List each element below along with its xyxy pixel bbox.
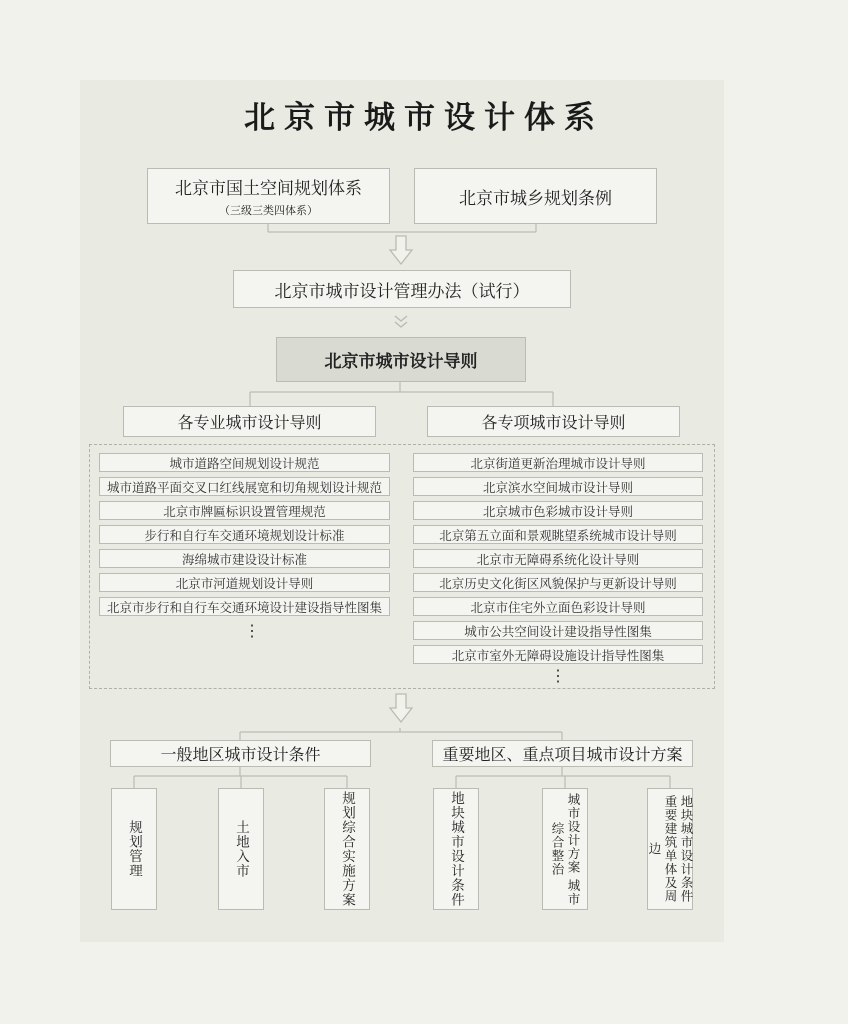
down-arrow-icon-2 — [390, 694, 412, 722]
spatial-planning-system-box — [147, 168, 390, 224]
implementation-plan-box — [324, 788, 370, 910]
left-item-6: 北京市河道规划设计导则 — [99, 573, 390, 592]
design-scheme-renovation-label: 城市设计方案 城市综合整治 — [550, 792, 581, 906]
right-item-2: 北京滨水空间城市设计导则 — [413, 477, 703, 496]
land-market-box — [218, 788, 264, 910]
right-item-8: 城市公共空间设计建设指导性图集 — [413, 621, 703, 640]
down-arrow-icon — [390, 236, 412, 264]
spatial-planning-system-label: 北京市国土空间规划体系 — [175, 179, 362, 199]
left-ellipsis: ⋮ — [244, 621, 260, 640]
left-item-2: 城市道路平面交叉口红线展宽和切角规划设计规范 — [99, 477, 390, 496]
implementation-plan-label: 规划综合实施方案 — [339, 791, 355, 907]
professional-guidelines-box: 各专业城市设计导则 — [123, 406, 376, 437]
planning-management-label: 规划管理 — [126, 820, 142, 878]
land-market-label: 土地入市 — [233, 820, 249, 878]
spatial-planning-system-sublabel: （三级三类四体系） — [219, 204, 318, 217]
right-item-1: 北京街道更新治理城市设计导则 — [413, 453, 703, 472]
design-scheme-renovation-box — [542, 788, 588, 910]
left-item-7: 北京市步行和自行车交通环境设计建设指导性图集 — [99, 597, 390, 616]
left-item-4: 步行和自行车交通环境规划设计标准 — [99, 525, 390, 544]
plot-design-conditions-label: 地块城市设计条件 — [448, 791, 464, 907]
right-item-5: 北京市无障碍系统化设计导则 — [413, 549, 703, 568]
left-item-5: 海绵城市建设设计标准 — [99, 549, 390, 568]
key-area-schemes-box: 重要地区、重点项目城市设计方案 — [432, 740, 693, 767]
right-item-6: 北京历史文化街区风貌保护与更新设计导则 — [413, 573, 703, 592]
planning-regulation-box: 北京市城乡规划条例 — [414, 168, 657, 224]
right-item-9: 北京市室外无障碍设施设计指导性图集 — [413, 645, 703, 664]
general-area-conditions-box: 一般地区城市设计条件 — [110, 740, 371, 767]
right-item-4: 北京第五立面和景观眺望系统城市设计导则 — [413, 525, 703, 544]
plot-building-surroundings-box — [647, 788, 693, 910]
right-item-7: 北京市住宅外立面色彩设计导则 — [413, 597, 703, 616]
planning-management-box — [111, 788, 157, 910]
management-measures-box: 北京市城市设计管理办法（试行） — [233, 270, 571, 308]
double-chevron-icon — [395, 316, 407, 327]
page-title: 北京市城市设计体系 — [244, 100, 604, 136]
urban-design-guideline-box: 北京市城市设计导则 — [276, 337, 526, 382]
right-ellipsis: ⋮ — [550, 666, 566, 685]
left-item-1: 城市道路空间规划设计规范 — [99, 453, 390, 472]
right-item-3: 北京城市色彩城市设计导则 — [413, 501, 703, 520]
plot-design-conditions-box — [433, 788, 479, 910]
left-item-3: 北京市牌匾标识设置管理规范 — [99, 501, 390, 520]
special-guidelines-box: 各专项城市设计导则 — [427, 406, 680, 437]
plot-building-surroundings-label: 地块城市设计条件 重要建筑单体及周边 — [647, 795, 694, 903]
